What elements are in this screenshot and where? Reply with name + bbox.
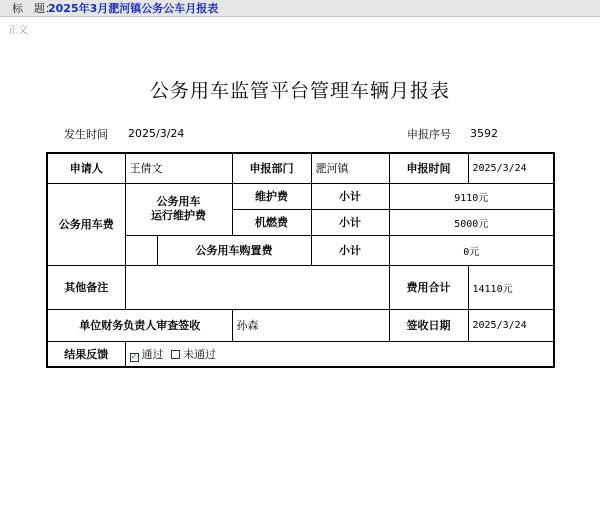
pass-checkbox[interactable]: ✓	[130, 351, 139, 362]
report-table	[46, 152, 555, 368]
fuel-subtotal-label: 小计	[311, 209, 389, 235]
fail-option-label: 未通过	[183, 347, 216, 361]
fail-checkbox[interactable]	[171, 350, 180, 359]
title-label: 标 题：	[12, 2, 56, 15]
finance-label: 单位财务负责人审查签收	[47, 309, 232, 341]
form-title: 公务用车监管平台管理车辆月报表	[149, 80, 450, 102]
maint-label: 维护费	[232, 183, 311, 209]
title-value[interactable]: 2025年3月淝河镇公务公车月报表	[48, 2, 219, 15]
report-time-label: 申报时间	[389, 153, 468, 183]
result-options	[125, 341, 554, 367]
remarks-value[interactable]	[125, 265, 389, 309]
sign-date-value[interactable]: 2025/3/24	[468, 309, 554, 341]
occur-time-value: 2025/3/24	[128, 127, 185, 140]
result-label: 结果反馈	[47, 341, 125, 367]
pass-option[interactable]	[130, 348, 164, 361]
serial-label: 申报序号	[407, 128, 451, 141]
report-time-value[interactable]: 2025/3/24	[468, 153, 554, 183]
applicant-value[interactable]: 王倩文	[125, 153, 232, 183]
maint-value[interactable]: 9110元	[389, 183, 554, 209]
fee-label: 公务用车费	[47, 183, 125, 265]
maint-subtotal-label: 小计	[311, 183, 389, 209]
applicant-label: 申请人	[47, 153, 125, 183]
total-label: 费用合计	[389, 265, 468, 309]
occur-time-label: 发生时间	[64, 128, 108, 141]
title-bar	[0, 0, 600, 17]
serial-value: 3592	[470, 127, 498, 140]
fuel-label: 机燃费	[232, 209, 311, 235]
purchase-label: 公务用车购置费	[157, 235, 311, 265]
purchase-value[interactable]: 0元	[389, 235, 554, 265]
remarks-label: 其他备注	[47, 265, 125, 309]
body-label: 正文	[8, 25, 28, 36]
dept-value[interactable]: 淝河镇	[311, 153, 389, 183]
sign-date-label: 签收日期	[389, 309, 468, 341]
fail-option[interactable]	[171, 348, 216, 361]
fuel-value[interactable]: 5000元	[389, 209, 554, 235]
finance-value[interactable]: 孙森	[232, 309, 389, 341]
dept-label: 申报部门	[232, 153, 311, 183]
purchase-subtotal-label: 小计	[311, 235, 389, 265]
maint-group-label: 公务用车 运行维护费	[125, 183, 232, 235]
pass-option-label: 通过	[141, 347, 164, 361]
total-value[interactable]: 14110元	[468, 265, 554, 309]
